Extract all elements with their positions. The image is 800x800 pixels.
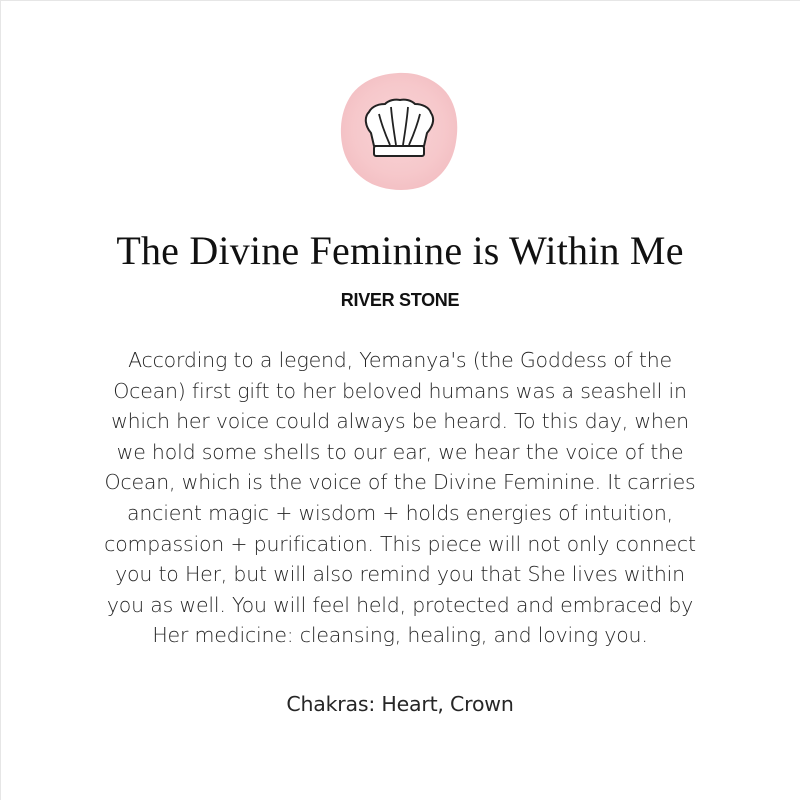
product-title: The Divine Feminine is Within Me bbox=[116, 228, 684, 273]
description-line: which her voice could always be heard. To this day, when bbox=[111, 409, 689, 434]
description-line: compassion + purification. This piece will not only connect bbox=[104, 531, 696, 556]
description-line: you as well. You will feel held, protected and embraced by bbox=[106, 592, 694, 617]
description-line: you to Her, but will also remind you that She lives within bbox=[115, 562, 685, 587]
description-line: Her medicine: cleansing, healing, and loving you. bbox=[152, 623, 648, 648]
product-description bbox=[60, 345, 740, 651]
chakras-text: Chakras: Heart, Crown bbox=[286, 692, 514, 716]
description-line: ancient magic + wisdom + holds energies of intuition, bbox=[127, 500, 673, 525]
description-line: Ocean, which is the voice of the Divine Feminine. It carries bbox=[104, 470, 696, 495]
description-line: According to a legend, Yemanya's (the Goddess of the bbox=[128, 348, 672, 372]
product-subtitle: RIVER STONE bbox=[340, 290, 460, 310]
seashell-icon bbox=[338, 70, 460, 192]
description-line: we hold some shells to our ear, we hear the voice of the bbox=[116, 439, 684, 464]
seashell-badge bbox=[338, 70, 460, 192]
description-line: Ocean) first gift to her beloved humans was a seashell in bbox=[113, 378, 687, 403]
